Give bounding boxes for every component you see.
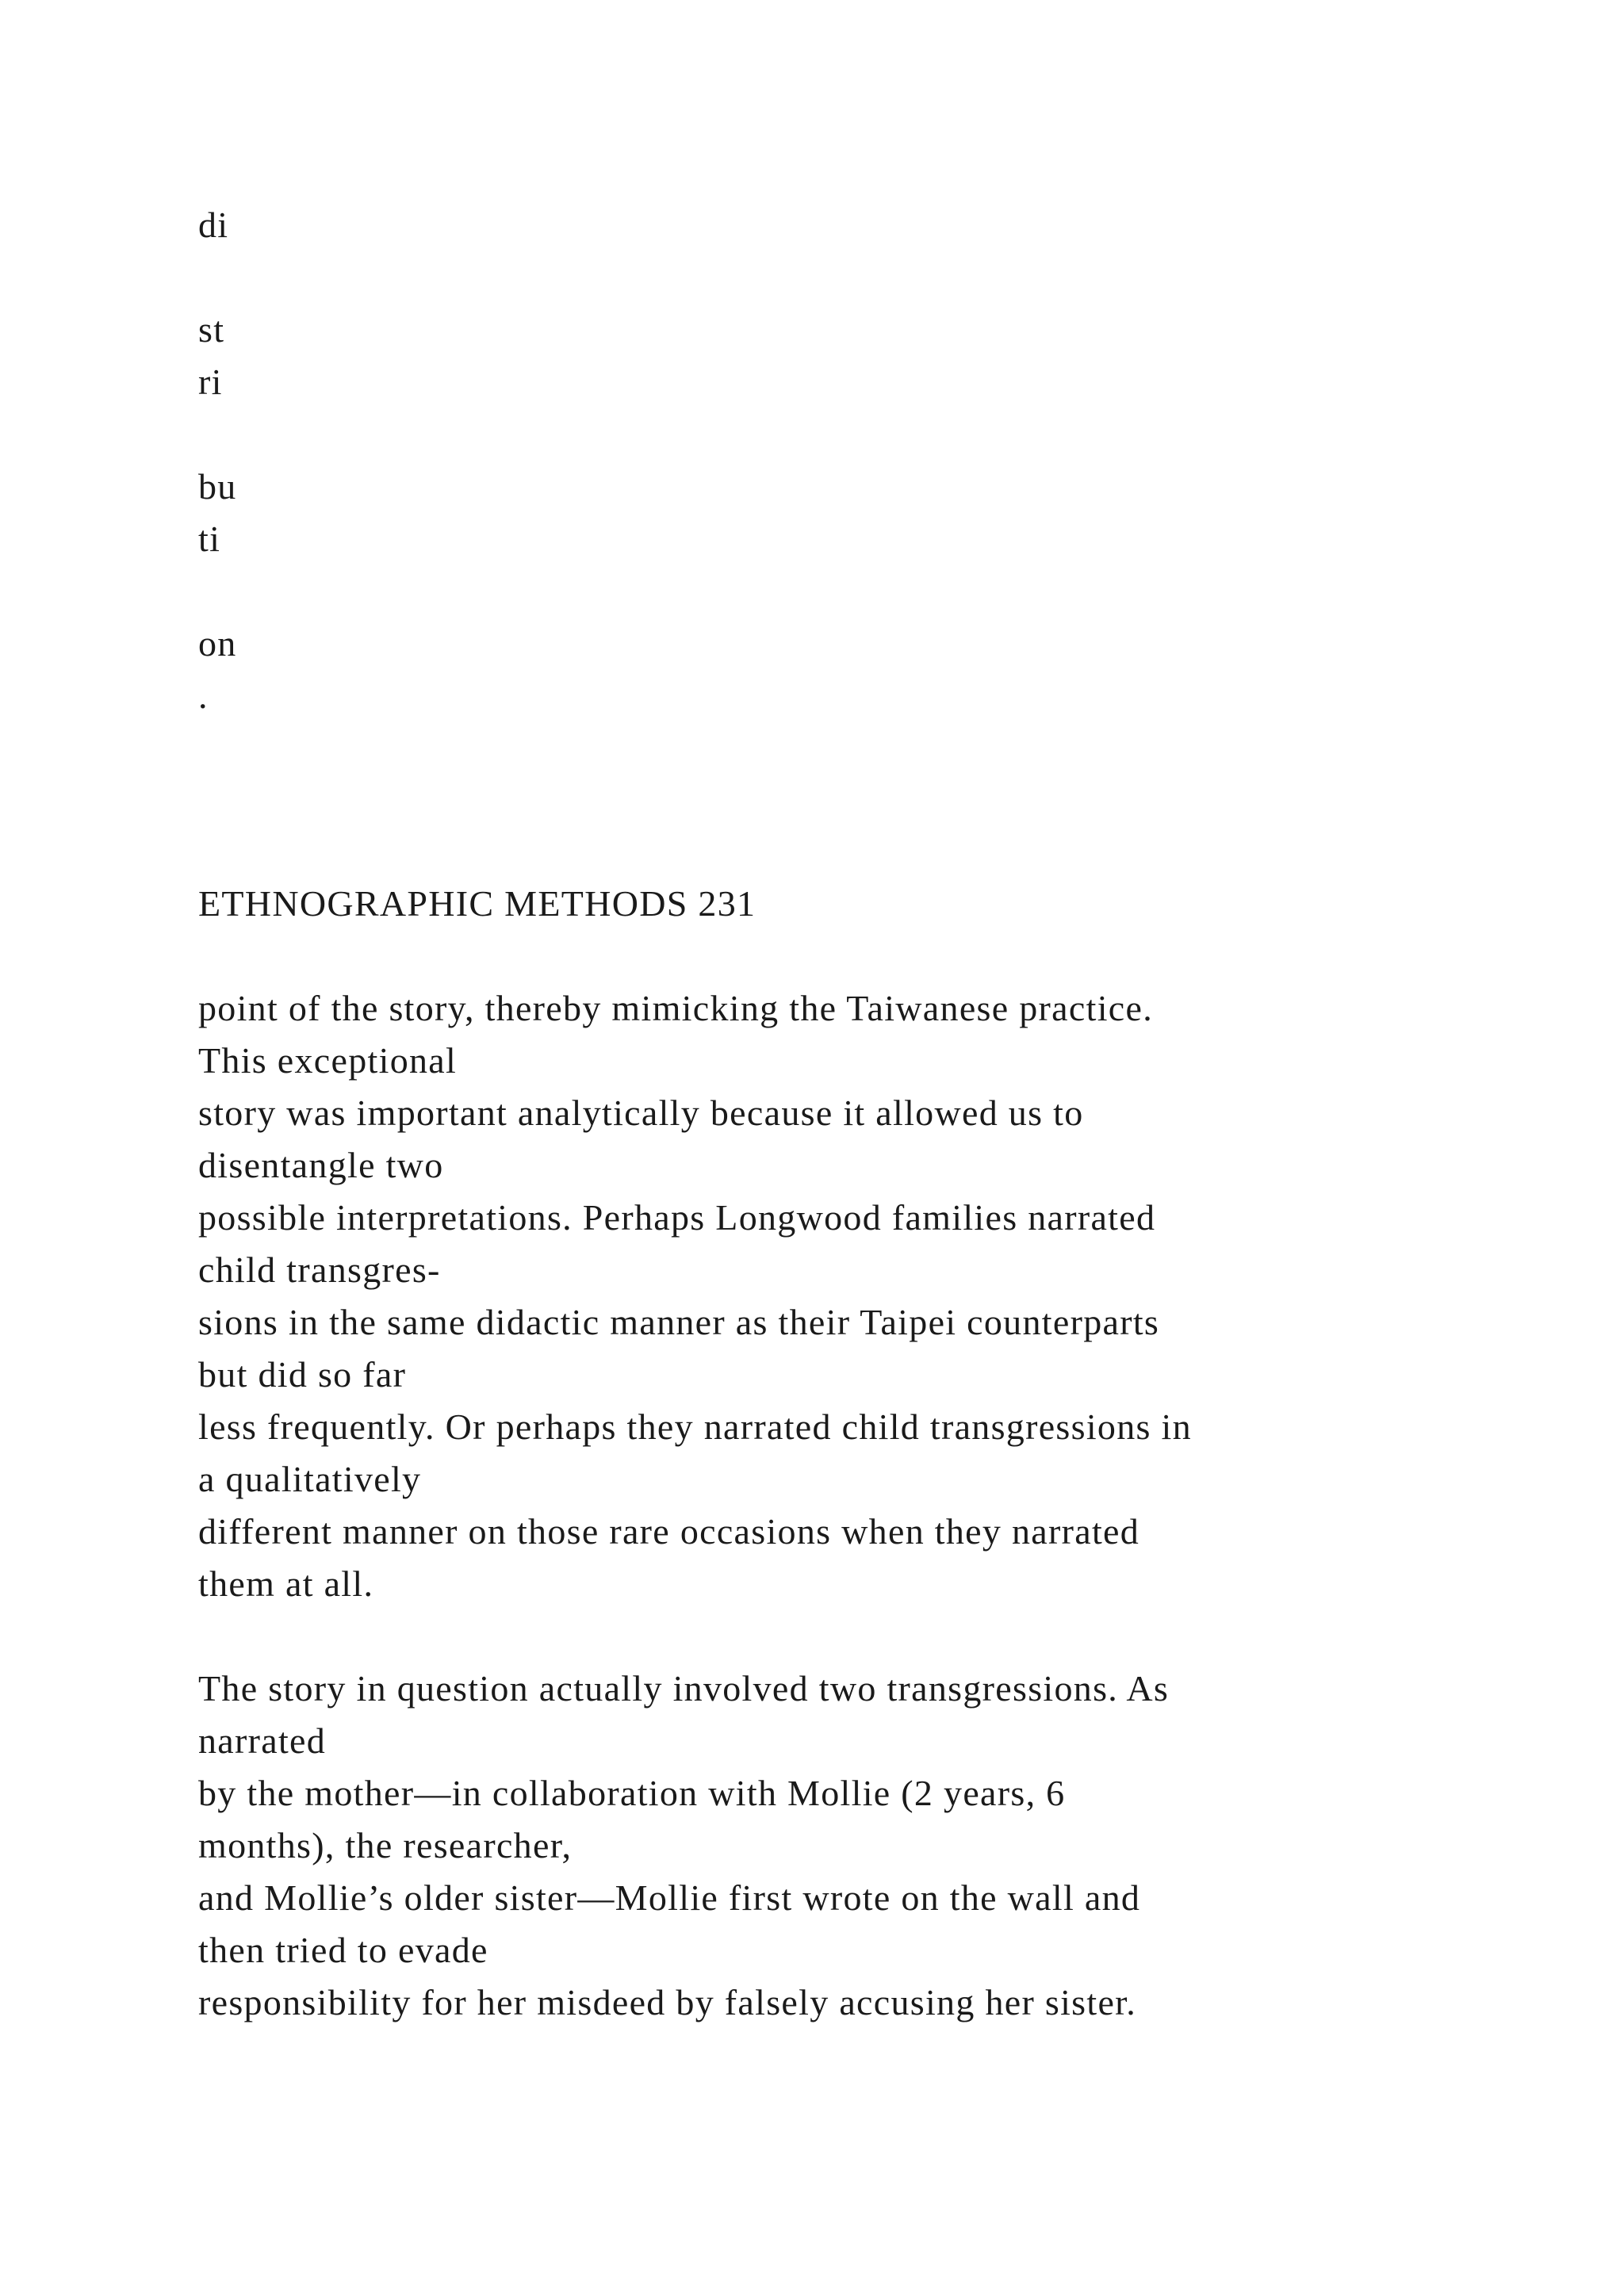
paragraph-line: a qualitatively	[198, 1459, 422, 1499]
paragraph-line: but did so far	[198, 1354, 407, 1395]
running-header: ETHNOGRAPHIC METHODS 231	[198, 883, 756, 924]
fragment-text: ti	[198, 519, 221, 559]
paragraph-line: by the mother—in collaboration with Mollie (2 years, 6	[198, 1773, 1066, 1813]
paragraph-line: The story in question actually involved two transgressions. As	[198, 1668, 1170, 1709]
paragraph-line: story was important analytically because it allowed us to	[198, 1093, 1084, 1133]
paragraph-line: sions in the same didactic manner as their Taipei counterparts	[198, 1302, 1160, 1342]
fragment-text: di	[198, 205, 229, 245]
paragraph-line: responsibility for her misdeed by falsely accusing her sister.	[198, 1982, 1137, 2022]
paragraph-line: different manner on those rare occasions when they narrated	[198, 1511, 1140, 1552]
fragment-text: st	[198, 309, 225, 350]
paragraph-line: and Mollie’s older sister—Mollie first wrote on the wall and	[198, 1877, 1141, 1918]
paragraph-line: This exceptional	[198, 1040, 458, 1081]
fragment-text: ri	[198, 362, 223, 402]
paragraph-line: months), the researcher,	[198, 1825, 573, 1866]
paragraph-line: them at all.	[198, 1563, 374, 1604]
paragraph-line: disentangle two	[198, 1145, 444, 1185]
paragraph-line: possible interpretations. Perhaps Longwood families narrated	[198, 1197, 1156, 1238]
fragment-text: bu	[198, 466, 237, 507]
paragraph-line: point of the story, thereby mimicking the Taiwanese practice.	[198, 988, 1154, 1028]
fragment-text: .	[198, 675, 209, 716]
fragment-text: on	[198, 623, 237, 664]
paragraph-line: then tried to evade	[198, 1930, 488, 1970]
paragraph-line: narrated	[198, 1720, 327, 1761]
paragraph-line: child transgres-	[198, 1249, 441, 1290]
paragraph-line: less frequently. Or perhaps they narrated child transgressions in	[198, 1406, 1192, 1447]
